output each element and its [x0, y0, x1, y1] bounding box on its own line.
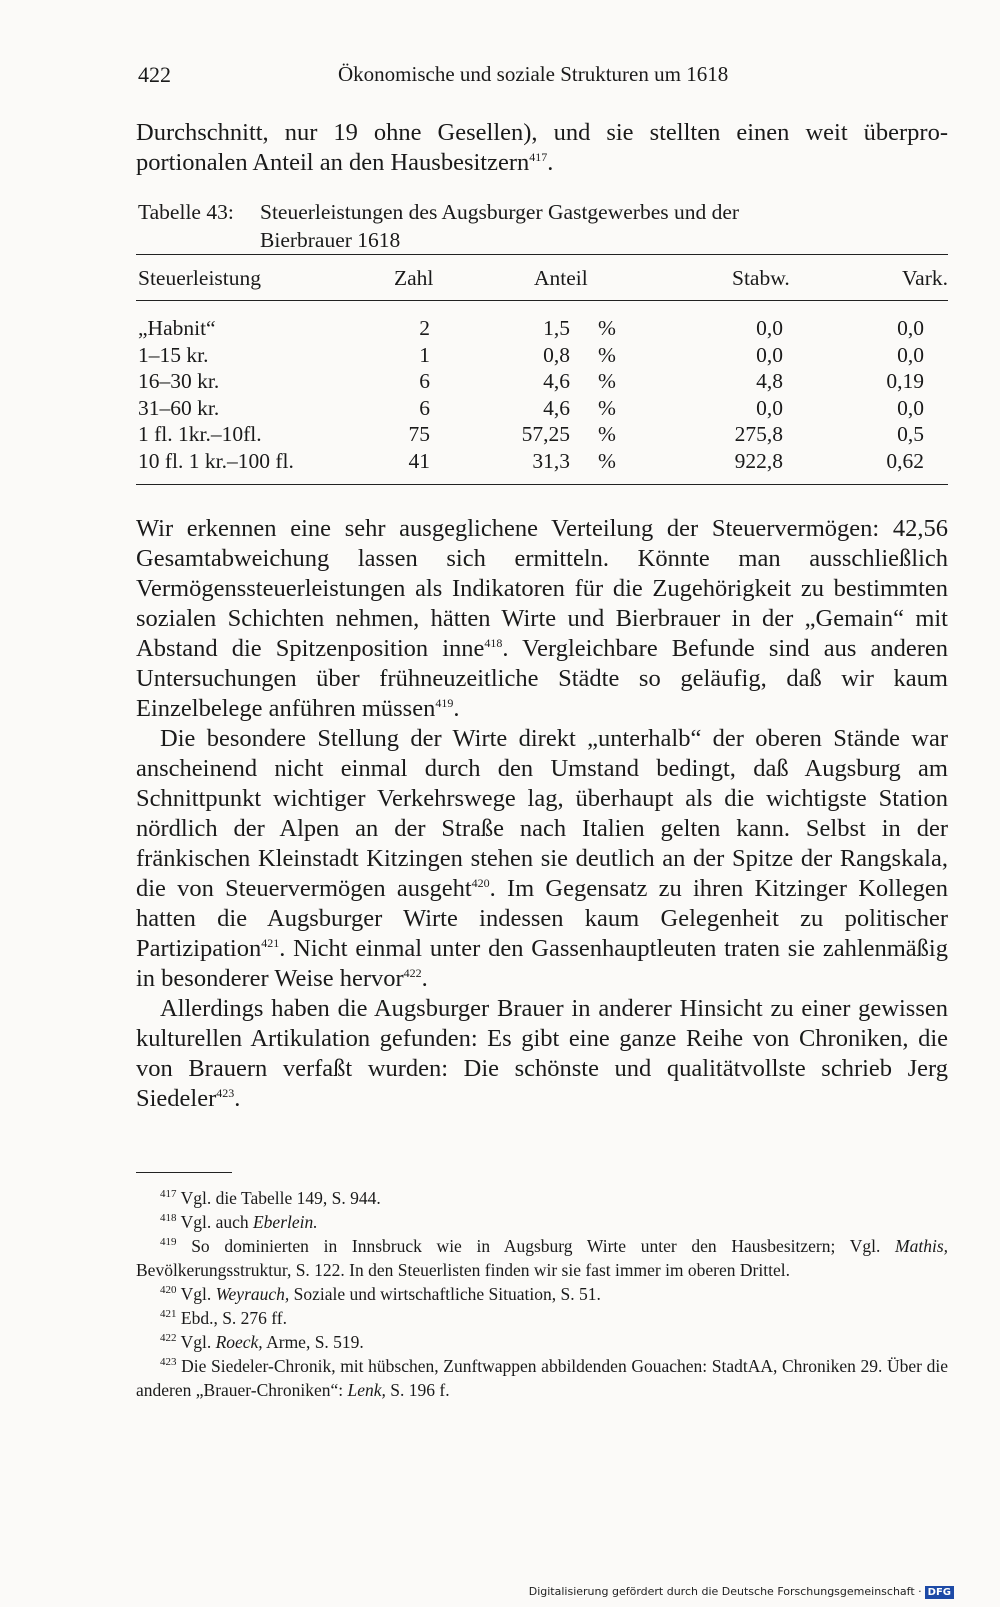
footnote-ref-419[interactable]: 419: [435, 695, 454, 710]
digitization-credit: [529, 1585, 954, 1599]
footnote-420: [136, 1282, 948, 1306]
footnote-text: Vgl. auch: [180, 1212, 253, 1232]
table-bottom-rule: [136, 484, 948, 485]
footnote-417: [136, 1186, 948, 1210]
footnote-ref-423[interactable]: 423: [216, 1085, 235, 1100]
footnote-ref-417[interactable]: 417: [529, 149, 548, 164]
intro-line-2: portionalen Anteil an den Hausbesitzern$^{417}$.: [136, 149, 554, 176]
cell-percent-sign: %: [598, 342, 616, 367]
column-header-vark: Vark.: [902, 266, 948, 290]
cell-anteil: 1,5: [543, 316, 570, 340]
footnote-text: S. 196 f.: [385, 1380, 450, 1400]
cell-zahl: 1: [419, 342, 430, 367]
footnote-text: Die Siedeler-Chronik, mit hübschen, Zunftwappen abbildenden Gouachen: StadtAA, Chroniken 29. Über die anderen „Brauer-Chroniken“:: [136, 1356, 948, 1400]
cell-steuerleistung: 31–60 kr.: [138, 395, 220, 420]
cell-steuerleistung: 10 fl. 1 kr.–100 fl.: [138, 449, 294, 473]
footnotes: [136, 1186, 948, 1402]
table-row: [136, 422, 948, 450]
paragraph-3: Allerdings haben die Augsburger Brauer in anderer Hinsicht zu einer gewissen kulturellen Artikulation gefunden: Es gibt eine ganze Reihe von Chroniken, die von Brauern verfaßt wurden: Die schönste und qualitätvollste schrieb Jerg Siedeler$^{423}$.: [136, 995, 948, 1112]
cell-vark: 0,19: [886, 369, 924, 394]
footnote-ref-422[interactable]: 422: [403, 965, 422, 980]
cell-percent-sign: %: [598, 395, 616, 420]
cell-vark: 0,62: [886, 449, 924, 473]
footnote-text: Vgl.: [180, 1284, 216, 1304]
cell-vark: 0,5: [897, 422, 924, 447]
cell-percent-sign: %: [598, 422, 616, 447]
table-header-row: [136, 266, 948, 294]
footnote-421: [136, 1306, 948, 1330]
footnote-423: [136, 1354, 948, 1402]
cell-steuerleistung: 16–30 kr.: [138, 369, 220, 394]
footnote-number: 418: [160, 1212, 177, 1225]
page-number: 422: [138, 62, 171, 87]
cell-stabw: 4,8: [756, 369, 783, 394]
footnote-author: Weyrauch,: [215, 1284, 290, 1304]
cell-stabw: 0,0: [756, 316, 783, 340]
footnote-separator: [136, 1172, 232, 1173]
main-text: [136, 514, 948, 1114]
cell-steuerleistung: 1 fl. 1kr.–10fl.: [138, 422, 262, 447]
footnote-text: Bevölkerungsstruktur, S. 122. In den Steuerlisten finden wir sie fast immer im oberen Drittel.: [136, 1260, 790, 1280]
credit-text: Digitalisierung gefördert durch die Deutsche Forschungsgemeinschaft ·: [528, 1585, 922, 1598]
footnote-ref-420[interactable]: 420: [471, 875, 490, 890]
footnote-text: Vgl. die Tabelle 149, S. 944.: [180, 1188, 381, 1208]
cell-stabw: 0,0: [756, 342, 783, 367]
footnote-number: 423: [160, 1356, 177, 1369]
cell-zahl: 75: [408, 422, 430, 447]
footnote-text: Vgl.: [180, 1332, 216, 1352]
footnote-number: 419: [160, 1236, 177, 1249]
cell-steuerleistung: „Habnit“: [138, 316, 216, 340]
cell-anteil: 0,8: [543, 342, 570, 367]
cell-vark: 0,0: [897, 395, 924, 420]
footnote-418: [136, 1210, 948, 1234]
table-row: [136, 449, 948, 477]
footnote-number: 421: [160, 1308, 177, 1321]
column-header-anteil: Anteil: [534, 266, 588, 290]
footnote-number: 417: [160, 1188, 177, 1201]
intro-line-1: Durchschnitt, nur 19 ohne Gesellen), und sie stellten einen weit überpro-: [136, 119, 948, 146]
cell-vark: 0,0: [897, 316, 924, 340]
cell-stabw: 0,0: [756, 395, 783, 420]
cell-zahl: 2: [419, 316, 430, 340]
table-row: [136, 369, 948, 397]
cell-zahl: 6: [419, 369, 430, 394]
cell-anteil: 4,6: [543, 369, 570, 394]
footnote-422: [136, 1330, 948, 1354]
cell-anteil: 4,6: [543, 395, 570, 420]
running-title: Ökonomische und soziale Strukturen um 1618: [338, 62, 729, 86]
cell-percent-sign: %: [598, 449, 616, 473]
table-row: [136, 396, 948, 424]
cell-zahl: 6: [419, 395, 430, 420]
footnote-author: Mathis,: [895, 1236, 949, 1256]
footnote-ref-418[interactable]: 418: [484, 635, 503, 650]
dfg-logo: DFG: [925, 1586, 954, 1599]
paragraph-2: Die besondere Stellung der Wirte direkt „unterhalb“ der oberen Stände war anscheinend nicht einmal durch den Umstand bedingt, daß Augsburg am Schnittpunkt wichtiger Verkehrswege lag, überhaupt als die wichtigste Station nördlich der Alpen an der Straße nach Italien gelten kann. Selbst in der fränkischen Kleinstadt Kitzingen stehen sie deutlich an der Spitze der Rangskala, die von Steuervermögen ausgeht$^{420}$. Im Gegensatz zu ihren Kitzinger Kollegen hatten die Augsburger Wirte indessen kaum Gelegenheit zu politischer Partizipation$^{421}$. Nicht einmal unter den Gassenhauptleuten traten sie zahlenmäßig in besonderer Weise hervor$^{422}$.: [136, 725, 949, 992]
cell-stabw: 922,8: [734, 449, 783, 473]
cell-steuerleistung: 1–15 kr.: [138, 342, 209, 367]
footnote-number: 422: [160, 1332, 177, 1345]
column-header-steuerleistung: Steuerleistung: [138, 266, 262, 290]
footnote-419: [136, 1234, 948, 1282]
column-header-stabw: Stabw.: [732, 266, 790, 290]
caption-label: Tabelle 43:: [138, 200, 234, 224]
footnote-number: 420: [160, 1284, 177, 1297]
cell-zahl: 41: [408, 449, 430, 473]
cell-anteil: 31,3: [532, 449, 570, 473]
footnote-ref-421[interactable]: 421: [261, 935, 280, 950]
paragraph-1: Wir erkennen eine sehr ausgeglichene Verteilung der Steuervermögen: 42,56 Gesamtabweichung lassen sich ermitteln. Könnte man ausschließlich Vermögenssteuerleistungen als Indikatoren für die Zugehörigkeit zu bestimmten sozialen Schichten nehmen, hätten Wirte und Bierbrauer in der „Gemain“ mit Abstand die Spitzenposition inne$^{418}$. Vergleichbare Befunde sind aus anderen Untersuchungen über frühneuzeitliche Städte so geläufig, daß wir kaum Einzelbelege anführen müssen$^{419}$.: [136, 515, 948, 722]
column-header-zahl: Zahl: [394, 266, 434, 290]
footnote-text: Soziale und wirtschaftliche Situation, S. 51.: [289, 1284, 601, 1304]
footnote-author: Roeck,: [215, 1332, 263, 1352]
table-row: [136, 343, 948, 371]
cell-stabw: 275,8: [734, 422, 783, 447]
footnote-author: Eberlein.: [252, 1212, 318, 1232]
table-top-rule: [136, 254, 948, 255]
caption-line-2: Bierbrauer 1618: [260, 228, 401, 252]
footnote-text: Ebd., S. 276 ff.: [180, 1308, 288, 1328]
footnote-text: So dominierten in Innsbruck wie in Augsburg Wirte unter den Hausbesitzern; Vgl.: [191, 1236, 896, 1256]
table-header-rule: [136, 300, 948, 301]
cell-vark: 0,0: [897, 342, 924, 367]
caption-line-1: Steuerleistungen des Augsburger Gastgewerbes und der: [260, 200, 740, 224]
table-caption: [138, 198, 739, 254]
footnote-text: Arme, S. 519.: [262, 1332, 364, 1352]
footnote-author: Lenk,: [347, 1380, 386, 1400]
intro-text: [136, 118, 948, 178]
cell-anteil: 57,25: [521, 422, 570, 447]
cell-percent-sign: %: [598, 316, 616, 340]
cell-percent-sign: %: [598, 369, 616, 394]
table-row: [136, 316, 948, 344]
